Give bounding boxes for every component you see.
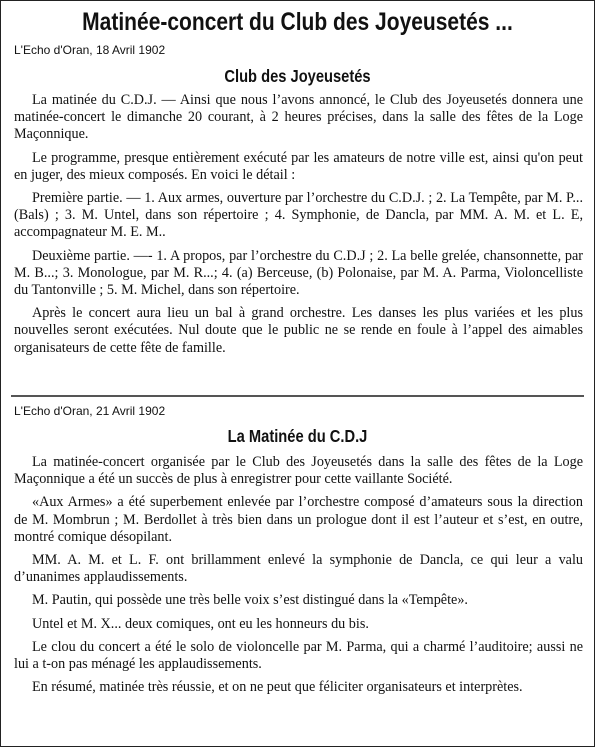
article-1-paragraph: Première partie. — 1. Aux armes, ouverture par l’orchestre du C.D.J. ; 2. La Tempête, par M. P... (Bals) ; 3. M. Untel, dans son répertoire ; 4. Symphonie, de Dancla, par MM. A. M. et L. E, accompagnateur M. E. M.. <box>14 190 583 241</box>
article-2-paragraph: Le clou du concert a été le solo de violoncelle par M. Parma, qui a charmé l’auditoire; aussi ne lui a t-on pas ménagé les applaudissements. <box>14 638 583 673</box>
article-2-paragraph: MM. A. M. et L. F. ont brillamment enlevé la symphonie de Dancla, ce qui leur a valu d’unanimes applaudissements. <box>14 552 583 586</box>
article-2-paragraph: «Aux Armes» a été superbement enlevée par l’orchestre composé d’amateurs sous la direction de M. Mombrun ; M. Berdollet à très bien dans un prologue dont il est l’auteur et s’est, en outre, montré comique désopilant. <box>14 494 583 545</box>
article-2-paragraph: M. Pautin, qui possède une très belle voix s’est distingué dans la «Tempête». <box>32 592 468 609</box>
article-2-paragraph: En résumé, matinée très réussie, et on ne peut que féliciter organisateurs et interprètes. <box>32 679 523 696</box>
article-2-paragraph: Untel et M. X... deux comiques, ont eu les honneurs du bis. <box>32 615 369 632</box>
article-1-source: L'Echo d'Oran, 18 Avril 1902 <box>14 43 166 57</box>
article-2-paragraph: La matinée-concert organisée par le Club des Joyeusetés dans la salle des fêtes de la Loge Maçonnique a été un succès de plus à enregistrer pour cette vaillante Société. <box>14 454 583 488</box>
article-1-paragraph: Deuxième partie. —- 1. A propos, par l’orchestre du C.D.J ; 2. La belle grelée, chansonnette, par M. B...; 3. Monologue, par M. R...; 4. (a) Berceuse, (b) Polonaise, par M. A. Parma, Violoncelliste du Tantonville ; 5. M. Michel, dans son répertoire. <box>14 247 583 299</box>
article-2-body <box>14 454 583 702</box>
article-2-heading: La Matinée du C.D.J <box>227 426 368 446</box>
article-2-source: L'Echo d'Oran, 21 Avril 1902 <box>14 404 166 418</box>
article-1-body <box>14 92 583 363</box>
article-1-paragraph: Le programme, presque entièrement exécuté par les amateurs de notre ville est, ainsi qu'on peut en juger, des mieux composés. En voici le détail : <box>14 149 583 183</box>
article-1-paragraph: Après le concert aura lieu un bal à grand orchestre. Les danses les plus variées et les plus nouvelles seront exécutées. Nul doute que le public ne se rende en foule à l’appel des aimables organisateurs de cette fête de famille. <box>14 305 583 356</box>
article-1-paragraph: La matinée du C.D.J. — Ainsi que nous l’avons annoncé, le Club des Joyeusetés donnera une matinée-concert le dimanche 20 courant, à 2 heures précises, dans la salle des fêtes de la Loge Maçonnique. <box>14 92 583 143</box>
page-title: Matinée-concert du Club des Joyeusetés ... <box>82 8 513 36</box>
article-1-heading: Club des Joyeusetés <box>224 66 371 86</box>
section-divider <box>11 395 584 397</box>
